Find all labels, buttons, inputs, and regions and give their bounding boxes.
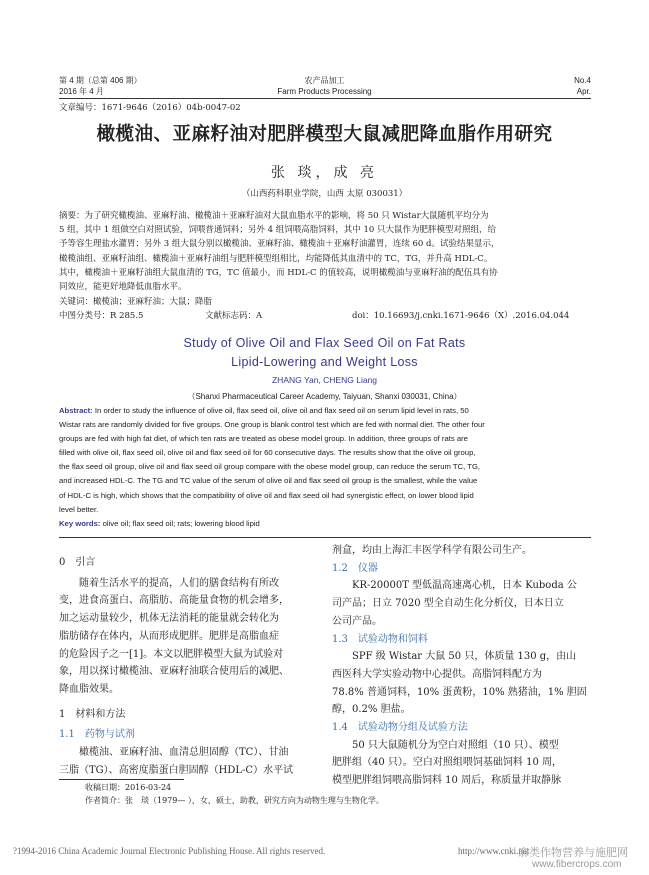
text-line: 模型肥胖组饲喂高脂饲料 10 周后，称质量并取静脉 [332, 775, 562, 787]
watermark-url: www.fibercrops.com [532, 859, 622, 870]
subsection-1-2-text [332, 577, 592, 630]
text-line: 醇，0.2% 胆盐。 [332, 704, 411, 716]
abstract-cn-line: 5 组，其中 1 组做空白对照试验，饲喂普通饲料；另外 4 组饲喂高脂饲料，其中 10 只大鼠作为肥胖模型对照组，给 [59, 225, 496, 236]
header-rule [59, 98, 591, 99]
abstract-cn-line: 其中，橄榄油＋亚麻籽油组大鼠血清的 TG，TC 值最小，而 HDL-C 的值较高，说明橄榄油与亚麻籽油的配伍具有协 [59, 267, 498, 278]
text-line: 三脂（TG）、高密度脂蛋白胆固醇（HDL-C）水平试 [59, 764, 294, 776]
text-line: 变，进食高蛋白、高脂肪、高能量食物的机会增多， [59, 595, 289, 607]
subsection-1-1-text [59, 744, 321, 779]
left-column [59, 554, 321, 779]
title-en-line-2: Lipid-Lowering and Weight Loss [231, 355, 418, 369]
abstract-en-line: the flax seed oil group, olive oil and flax seed oil group compare with the obese model group, can reduce the serum TC, TG, [59, 462, 481, 472]
text-line: 橄榄油、亚麻籽油、血清总胆固醇（TC）、甘油 [59, 747, 289, 759]
text-line: 脂肪储存在体内，从而形成肥胖。肥胖是高脂血症 [59, 630, 279, 642]
affiliation-en: （Shanxi Pharmaceutical Career Academy, Taiyuan, Shanxi 030031, China） [187, 392, 462, 401]
abstract-rule [59, 537, 591, 538]
abstract-cn [59, 209, 593, 294]
authors: 张 琰，成 亮 [271, 165, 378, 181]
abstract-en-line: of HDL-C is high, which shows that the compatibility of olive oil and flax seed oil had synergistic effect, on lower blood lipid [59, 490, 474, 500]
footnote-rule [59, 779, 184, 780]
subsection-1-3-heading: 1.3 试验动物和饲料 [332, 633, 428, 645]
keywords-en-label: Key words: [59, 519, 101, 528]
abstract-en-label: Abstract: [59, 406, 93, 415]
doi: doi：10.16693/j.cnki.1671-9646（X）.2016.04.044 [352, 311, 570, 321]
abstract-en-line: Wistar rats are randomly divided for five groups. One group is blank control test which are fed with normal diet. The other four [59, 420, 485, 430]
subsection-1-3-text [332, 648, 592, 719]
text-line: 司产品；日立 7020 型全自动生化分析仪，日本日立 [332, 598, 564, 610]
abstract-en-line: and increased HDL-C. The TG and TC value of the serum of olive oil and flax seed oil group is the smallest, while the value [59, 476, 478, 486]
abstract-cn-line: 予等容生理盐水灌胃；另外 3 组大鼠分别以橄榄油、亚麻籽油、橄榄油＋亚麻籽油灌胃，连续 60 d。试验结果显示， [59, 239, 500, 250]
header-no: No.4 [574, 76, 591, 85]
abstract-en-line: In order to study the influence of olive oil, flax seed oil, olive oil and flax seed oil on serum lipid level in rats, 50 [94, 406, 469, 415]
article-number: 文章编号：1671-9646（2016）04b-0047-02 [59, 103, 241, 113]
abstract-en [59, 404, 591, 517]
header-issue: 第 4 期（总第 406 期） [59, 76, 142, 85]
header-journal-cn: 农产品加工 [304, 76, 345, 85]
abstract-cn-line: 摘要：为了研究橄榄油、亚麻籽油、橄榄油＋亚麻籽油对大鼠血脂水平的影响，将 50 只 Wistar大鼠随机平均分为 [59, 211, 489, 221]
cnki-url[interactable]: http://www.cnki.net [458, 846, 530, 856]
text-line: 象，用以探讨橄榄油、亚麻籽油联合使用后的减肥、 [59, 666, 289, 678]
text-line: 公司产品。 [332, 615, 382, 627]
text-line: SPF 级 Wistar 大鼠 50 只，体质量 130 g，由山 [332, 651, 577, 663]
text-line: 肥胖组（40 只）。空白对照组喂饲基础饲料 10 周， [332, 757, 562, 769]
paper-title: 橄榄油、亚麻籽油对肥胖模型大鼠减肥降血脂作用研究 [96, 124, 553, 145]
keywords-en [59, 517, 591, 531]
authors-en: ZHANG Yan, CHENG Liang [271, 375, 378, 385]
abstract-en-line: groups are fed with high fat diet, of which ten rats are treated as obese model group. In addition, three groups of rats are [59, 434, 468, 444]
header-journal-en: Farm Products Processing [277, 87, 372, 96]
text-line: 随着生活水平的提高，人们的膳食结构有所改 [59, 577, 279, 589]
abstract-en-line: filled with olive oil, flax seed oil, olive oil and flax seed oil for 60 consecutive days. The results show that the olive oil group, [59, 448, 476, 458]
text-line: 加之运动量较少，机体无法消耗的能量就会转化为 [59, 613, 279, 625]
document-code: 文献标志码：A [205, 311, 263, 321]
text-line: 降血脂效果。 [59, 683, 119, 695]
footnote-received: 收稿日期：2016-03-24 [85, 783, 172, 792]
section-intro-heading: 0 引言 [59, 557, 96, 568]
subsection-1-4-heading: 1.4 试验动物分组及试验方法 [332, 722, 468, 734]
abstract-cn-line: 橄榄油组、亚麻籽油组、橄榄油＋亚麻籽油组与肥胖模型组相比，均能降低其血清中的 TC，TG，并升高 HDL-C。 [59, 253, 493, 264]
header-month: Apr. [576, 87, 591, 96]
affiliation: （山西药科职业学院，山西 太原 030031） [241, 189, 408, 199]
text-line: 78.8% 普通饲料，10% 蛋黄粉，10% 熟猪油，1% 胆固 [332, 686, 587, 698]
intro-paragraph [59, 575, 321, 699]
abstract-en-line: level better. [59, 504, 99, 514]
text-line: KR-20000T 型低温高速离心机，日本 Kuboda 公 [332, 580, 577, 592]
copyright-line: ?1994-2016 China Academic Journal Electronic Publishing House. All rights reserved. [13, 846, 326, 856]
text-line: 的危险因子之一[1]。本文以肥胖模型大鼠为试验对 [59, 648, 284, 660]
subsection-1-1-heading: 1.1 药物与试剂 [59, 729, 135, 741]
watermark-cn: 麻类作物营养与施肥网 [518, 847, 628, 859]
subsection-1-2-heading: 1.2 仪器 [332, 562, 378, 574]
header-date: 2016 年 4 月 [59, 87, 104, 96]
text-line: 50 只大鼠随机分为空白对照组（10 只）、模型 [332, 739, 559, 751]
keywords-en-text: olive oil; flax seed oil; rats; lowering blood lipid [102, 519, 260, 528]
title-en-line-1: Study of Olive Oil and Flax Seed Oil on Fat Rats [183, 336, 466, 350]
clc-number: 中图分类号：R 285.5 [59, 311, 144, 321]
text-line: 剂盒，均由上海汇丰医学科学有限公司生产。 [332, 545, 532, 556]
keywords-cn: 关键词：橄榄油；亚麻籽油；大鼠；降脂 [59, 297, 213, 307]
section-1-heading: 1 材料和方法 [59, 708, 126, 720]
abstract-cn-line: 同效应，能更好地降低血脂水平。 [59, 282, 187, 293]
footnote-author-bio: 作者简介：张 琰（1979— ），女，硕士，助教，研究方向为动物生理与生物化学。 [85, 796, 384, 805]
subsection-1-4-text [332, 737, 592, 790]
right-column [332, 542, 592, 790]
text-line: 西医科大学实验动物中心提供。高脂饲料配方为 [332, 668, 542, 680]
